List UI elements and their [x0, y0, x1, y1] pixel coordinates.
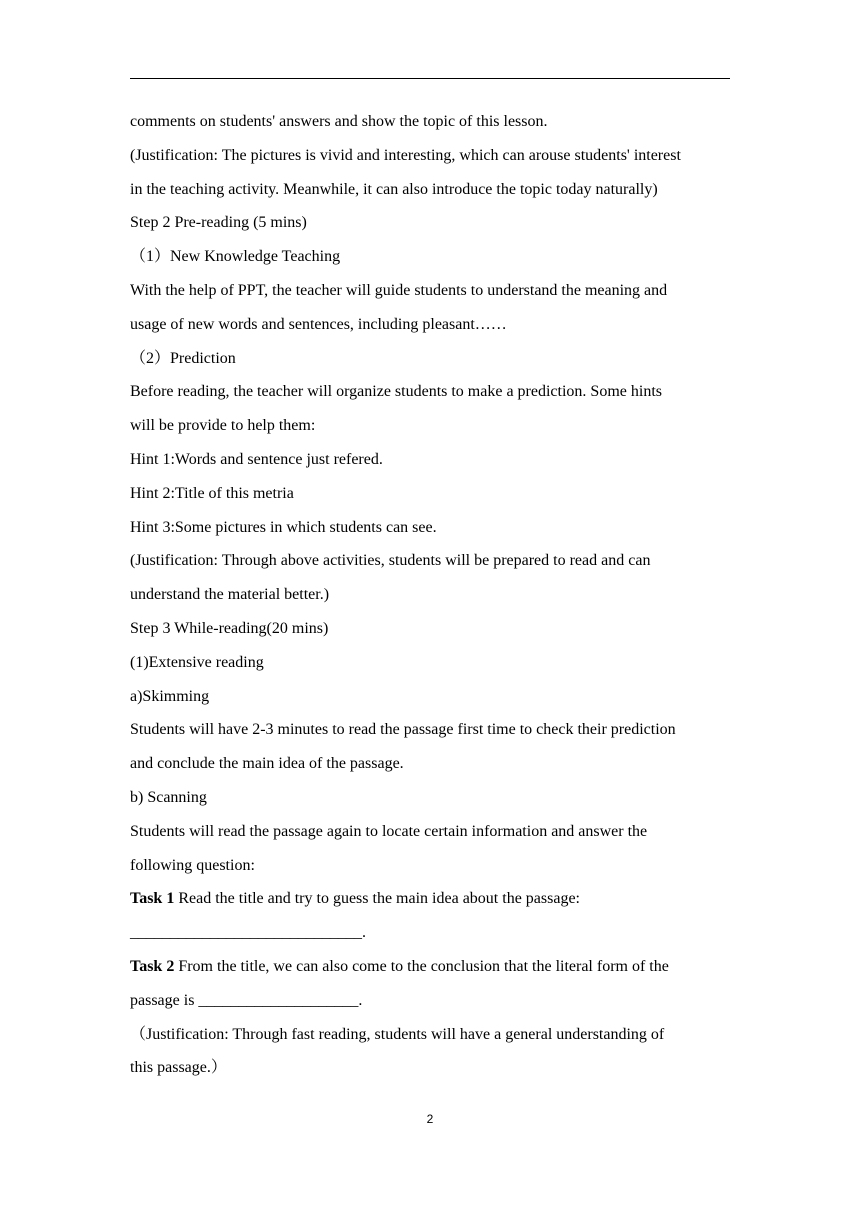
- justification-text: in the teaching activity. Meanwhile, it can also introduce the topic today naturally): [130, 180, 658, 198]
- subsection-heading: （1）New Knowledge Teaching: [130, 248, 341, 266]
- text-line: Students will read the passage again to locate certain information and answer the: [130, 822, 648, 840]
- task-line: [130, 950, 730, 984]
- text-line: usage of new words and sentences, including pleasant……: [130, 315, 507, 333]
- text-line: passage is ____________________.: [130, 991, 363, 1009]
- subsection-heading: b) Scanning: [130, 788, 207, 806]
- subsection-heading: (1)Extensive reading: [130, 653, 264, 671]
- text-line: With the help of PPT, the teacher will guide students to understand the meaning and: [130, 281, 668, 299]
- subsection-heading: （2）Prediction: [130, 349, 236, 367]
- task-text: From the title, we can also come to the conclusion that the literal form of the: [174, 957, 669, 975]
- justification-text: （Justification: Through fast reading, students will have a general understanding of: [130, 1025, 665, 1043]
- page-number: 2: [426, 1112, 434, 1126]
- hint-line: Hint 2:Title of this metria: [130, 484, 294, 502]
- task-label: Task 2: [130, 957, 175, 975]
- text-line: will be provide to help them:: [130, 417, 316, 435]
- document-body: [130, 105, 730, 1085]
- header-rule: [130, 78, 730, 79]
- justification-text: (Justification: Through above activities, students will be prepared to read and can: [130, 552, 651, 570]
- justification-text: this passage.）: [130, 1059, 227, 1077]
- text-line: comments on students' answers and show the topic of this lesson.: [130, 113, 548, 130]
- task-label: Task 1: [130, 890, 175, 908]
- task-text: Read the title and try to guess the main idea about the passage:: [174, 890, 580, 908]
- step-heading: Step 3 While-reading(20 mins): [130, 619, 329, 637]
- hint-line: Hint 1:Words and sentence just refered.: [130, 450, 383, 468]
- step-heading: Step 2 Pre-reading (5 mins): [130, 214, 307, 232]
- answer-blank: _____________________________.: [130, 924, 366, 942]
- hint-line: Hint 3:Some pictures in which students can see.: [130, 518, 437, 536]
- subsection-heading: a)Skimming: [130, 687, 210, 705]
- text-line: Students will have 2-3 minutes to read the passage first time to check their prediction: [130, 721, 676, 739]
- text-line: and conclude the main idea of the passage.: [130, 755, 404, 773]
- text-line: following question:: [130, 856, 255, 874]
- text-line: Before reading, the teacher will organize students to make a prediction. Some hints: [130, 383, 662, 401]
- justification-text: (Justification: The pictures is vivid and interesting, which can arouse students' interest: [130, 146, 681, 164]
- task-line: [130, 882, 730, 916]
- justification-text: understand the material better.): [130, 586, 330, 604]
